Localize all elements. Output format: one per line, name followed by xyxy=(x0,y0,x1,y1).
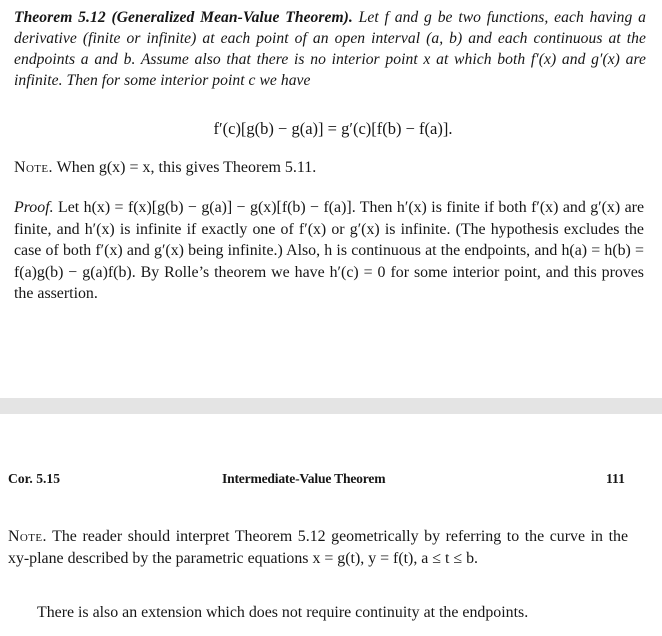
theorem-5-12 xyxy=(14,7,646,91)
running-head-title: Intermediate-Value Theorem xyxy=(222,471,386,486)
proof-text: Let h(x) = f(x)[g(b) − g(a)] − g(x)[f(b) − f(a)]. Then h′(x) is finite if both f′(x) and g′(x) are finite, and h′(x) is infinite if exactly one of f′(x) or g′(x) is infinite. (The hypothesis excludes the case of both f′(x) and g′(x) being infinite.) Also, h is continuous at the endpoints, and h(a) = h(b) = f(a)g(b) − g(a)f(b). By Rolle’s theorem we have h′(c) = 0 for some interior point, and this proves the assertion. xyxy=(14,199,644,303)
running-head xyxy=(0,471,662,491)
note-text: When g(x) = x, this gives Theorem 5.11. xyxy=(52,159,317,176)
page-number: 111 xyxy=(606,471,625,486)
lower-page-scan xyxy=(0,414,662,636)
proof-paragraph xyxy=(14,197,644,305)
running-head-section: Cor. 5.15 xyxy=(8,471,60,486)
note2-label: Note. xyxy=(8,528,47,545)
theorem-title: Theorem 5.12 (Generalized Mean-Value Theorem). xyxy=(14,9,353,26)
extension-sentence: There is also an extension which does not require continuity at the endpoints. xyxy=(37,604,529,621)
theorem-equation: f′(c)[g(b) − g(a)] = g′(c)[f(b) − f(a)]. xyxy=(213,119,453,138)
proof-label: Proof. xyxy=(14,199,54,216)
note-geometric-interpretation xyxy=(8,526,628,569)
note-theorem-5-11 xyxy=(14,157,654,178)
note-label: Note. xyxy=(14,159,53,176)
scan-separator xyxy=(0,398,662,414)
note2-text: The reader should interpret Theorem 5.12 geometrically by referring to the curve in the xy-plane described by the parametric equations x = g(t), y = f(t), a ≤ t ≤ b. xyxy=(8,528,628,567)
theorem-statement: Let f and g be two functions, each having a derivative (finite or infinite) at each point of an open interval (a, b) and each continuous at the endpoints a and b. Assume also that there is no interior point x at which both f′(x) and g′(x) are infinite. Then for some interior point c we have xyxy=(14,9,646,89)
